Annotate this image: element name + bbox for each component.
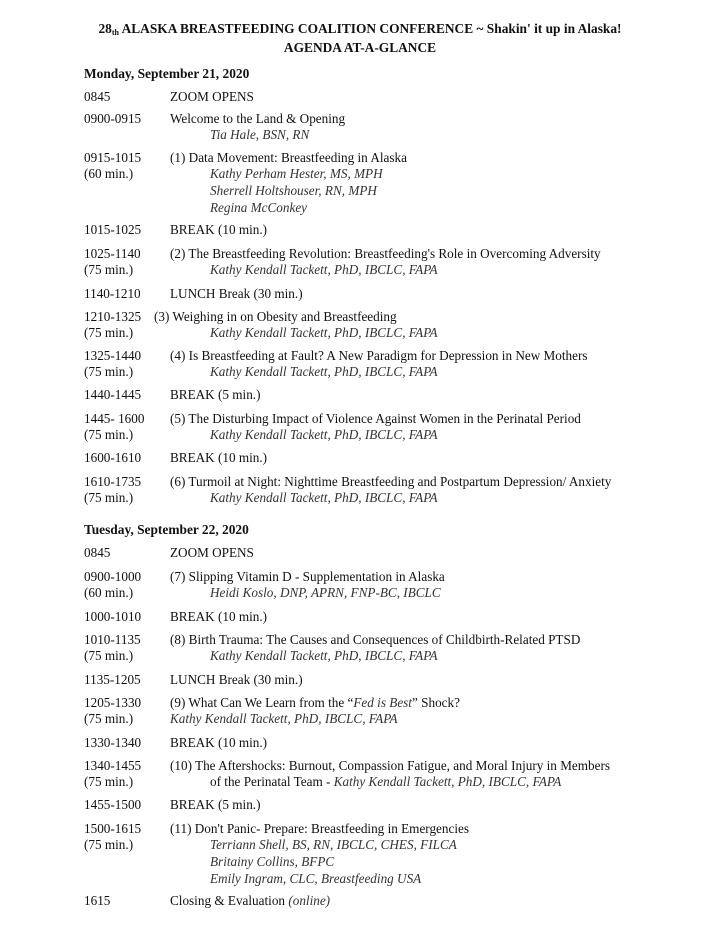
item-title: (7) Slipping Vitamin D - Supplementation in Alaska [170, 569, 445, 584]
item-title: Closing & Evaluation (online) [170, 893, 331, 908]
item-duration: (60 min.) [84, 585, 134, 601]
item-duration: (75 min.) [84, 648, 134, 664]
item-title: BREAK (10 min.) [170, 735, 268, 750]
item-duration: (75 min.) [84, 427, 134, 443]
item-speaker: Britainy Collins, BFPC [210, 854, 335, 869]
item-duration: (75 min.) [84, 490, 134, 506]
item-time: 0900-1000 [84, 569, 142, 584]
item-title: Welcome to the Land & Opening [170, 111, 346, 126]
item-title: (11) Don't Panic- Prepare: Breastfeeding in Emergencies [170, 821, 469, 836]
day-heading-tuesday: Tuesday, September 22, 2020 [84, 522, 249, 537]
day-heading-monday: Monday, September 21, 2020 [84, 66, 250, 81]
item-title: (4) Is Breastfeeding at Fault? A New Paradigm for Depression in New Mothers [170, 348, 588, 363]
item-speaker: Kathy Kendall Tackett, PhD, IBCLC, FAPA [210, 427, 438, 442]
item-duration: (60 min.) [84, 166, 134, 182]
item-duration: (75 min.) [84, 364, 134, 380]
item-time: 1610-1735 [84, 474, 142, 489]
item-speaker: Kathy Kendall Tackett, PhD, IBCLC, FAPA [210, 325, 438, 340]
item-speaker: Terriann Shell, BS, RN, IBCLC, CHES, FILCA [210, 837, 457, 852]
item-title: ZOOM OPENS [170, 545, 254, 560]
item-title: (6) Turmoil at Night: Nighttime Breastfeeding and Postpartum Depression/ Anxiety [170, 474, 612, 489]
item-time: 1615 [84, 893, 111, 908]
item-time: 1025-1140 [84, 246, 141, 261]
item-speaker: Tia Hale, BSN, RN [210, 127, 310, 142]
item-speaker: Kathy Kendall Tackett, PhD, IBCLC, FAPA [210, 648, 438, 663]
item-time: 1325-1440 [84, 348, 142, 363]
item-time: 1140-1210 [84, 286, 141, 301]
item-time: 1440-1445 [84, 387, 142, 402]
item-title: (9) What Can We Learn from the “Fed is Best” Shock? [170, 695, 460, 710]
item-time: 1205-1330 [84, 695, 142, 710]
item-title: BREAK (10 min.) [170, 222, 268, 237]
item-speaker: Sherrell Holtshouser, RN, MPH [210, 183, 377, 198]
item-time: 1015-1025 [84, 222, 142, 237]
item-speaker: Regina McConkey [210, 200, 308, 215]
item-title: (2) The Breastfeeding Revolution: Breastfeeding's Role in Overcoming Adversity [170, 246, 601, 261]
item-title-continuation: of the Perinatal Team - Kathy Kendall Tackett, PhD, IBCLC, FAPA [210, 774, 562, 789]
item-title: BREAK (5 min.) [170, 797, 261, 812]
agenda-subtitle: AGENDA AT-A-GLANCE [283, 40, 437, 55]
item-title: LUNCH Break (30 min.) [170, 672, 303, 687]
item-title: BREAK (5 min.) [170, 387, 261, 402]
item-duration: (75 min.) [84, 837, 134, 853]
item-title: (5) The Disturbing Impact of Violence Against Women in the Perinatal Period [170, 411, 581, 426]
item-speaker: Kathy Kendall Tackett, PhD, IBCLC, FAPA [210, 364, 438, 379]
item-duration: (75 min.) [84, 262, 134, 278]
item-time: 1135-1205 [84, 672, 141, 687]
item-time: 0845 [84, 545, 111, 560]
item-time: 1455-1500 [84, 797, 142, 812]
item-title-emphasis: Fed is Best [353, 695, 412, 710]
item-speaker: Kathy Kendall Tackett, PhD, IBCLC, FAPA [333, 774, 562, 789]
item-speaker: Heidi Koslo, DNP, APRN, FNP-BC, IBCLC [210, 585, 441, 600]
item-time: 1210-1325 [84, 309, 142, 324]
item-title: (1) Data Movement: Breastfeeding in Alaska [170, 150, 407, 165]
item-time: 0845 [84, 89, 111, 104]
item-speaker: Kathy Kendall Tackett, PhD, IBCLC, FAPA [170, 711, 398, 726]
item-time: 1010-1135 [84, 632, 141, 647]
item-time: 0900-0915 [84, 111, 142, 126]
item-speaker: Kathy Kendall Tackett, PhD, IBCLC, FAPA [210, 262, 438, 277]
item-title: (10) The Aftershocks: Burnout, Compassion Fatigue, and Moral Injury in Members [170, 758, 611, 773]
item-title: LUNCH Break (30 min.) [170, 286, 303, 301]
item-time: 1600-1610 [84, 450, 142, 465]
item-duration: (75 min.) [84, 711, 134, 727]
item-title: ZOOM OPENS [170, 89, 254, 104]
document-title [0, 20, 720, 56]
item-speaker: Emily Ingram, CLC, Breastfeeding USA [210, 871, 422, 886]
item-title: BREAK (10 min.) [170, 450, 268, 465]
item-time: 0915-1015 [84, 150, 142, 165]
item-time: 1330-1340 [84, 735, 142, 750]
item-title-note: (online) [288, 893, 331, 908]
item-time: 1000-1010 [84, 609, 142, 624]
conference-title: $28_{th}$ ALASKA BREASTFEEDING COALITION CONFERENCE ~ Shakin' it up in Alaska! [98, 21, 622, 37]
item-duration: (75 min.) [84, 774, 134, 790]
item-title: (3) Weighing in on Obesity and Breastfeeding [154, 309, 397, 324]
item-time: 1340-1455 [84, 758, 142, 773]
item-time: 1500-1615 [84, 821, 142, 836]
item-speaker: Kathy Perham Hester, MS, MPH [210, 166, 383, 181]
item-title: (8) Birth Trauma: The Causes and Consequences of Childbirth-Related PTSD [170, 632, 581, 647]
item-speaker: Kathy Kendall Tackett, PhD, IBCLC, FAPA [210, 490, 438, 505]
item-time: 1445- 1600 [84, 411, 145, 426]
item-title: BREAK (10 min.) [170, 609, 268, 624]
item-duration: (75 min.) [84, 325, 134, 341]
